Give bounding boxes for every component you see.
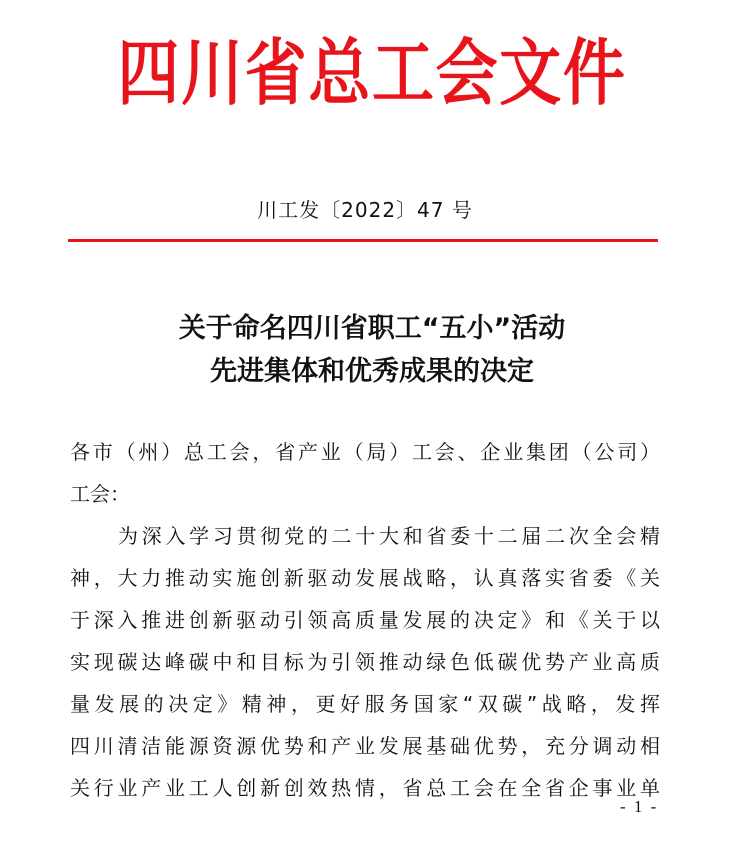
body-paragraph-line: 关行业产业工人创新创效热情，省总工会在全省企事业单 [70, 776, 660, 800]
document-number: 川工发〔2022〕47 号 [257, 198, 473, 222]
document-masthead: 四川省总工会文件 [117, 30, 627, 115]
addressee-line: 各市（州）总工会，省产业（局）工会、企业集团（公司） [70, 440, 660, 464]
addressee-line: 工会： [70, 482, 130, 506]
body-paragraph-line: 四川清洁能源资源优势和产业发展基础优势，充分调动相 [70, 734, 660, 758]
document-title-line-2: 先进集体和优秀成果的决定 [210, 356, 534, 387]
body-paragraph-line: 为深入学习贯彻党的二十大和省委十二届二次全会精 [118, 524, 660, 548]
body-paragraph-line: 于深入推进创新驱动引领高质量发展的决定》和《关于以 [70, 608, 660, 632]
document-title-line-1: 关于命名四川省职工“五小”活动 [178, 313, 566, 344]
body-paragraph-line: 实现碳达峰碳中和目标为引领推动绿色低碳优势产业高质 [70, 650, 660, 674]
body-paragraph-line: 神，大力推动实施创新驱动发展战略，认真落实省委《关 [70, 566, 660, 590]
body-paragraph-line: 量发展的决定》精神，更好服务国家“双碳”战略，发挥 [70, 692, 660, 716]
red-divider-line [68, 239, 658, 242]
page-number: - 1 - [620, 797, 659, 816]
